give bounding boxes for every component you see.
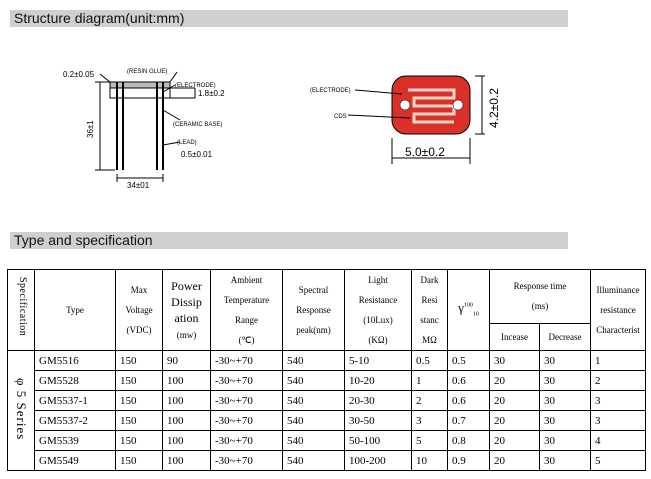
cell-spectral: 540 — [283, 411, 345, 431]
cell-spectral: 540 — [283, 351, 345, 371]
cell-dark-resistance: 5 — [412, 431, 448, 451]
cell-light-resistance: 30-50 — [345, 411, 412, 431]
hdr-dark-resistance: Dark Resi stanc MΩ — [412, 270, 448, 351]
cell-decrease: 30 — [540, 411, 591, 431]
dim-top: 0.2±0.05 — [63, 70, 95, 79]
cell-increase: 20 — [490, 451, 540, 471]
hdr-illuminance: Illuminance resistance Characterist — [591, 270, 646, 351]
cell-type: GM5516 — [35, 351, 116, 371]
ceramic-label: (CERAMIC BASE) — [173, 122, 223, 128]
cell-illuminance: 1 — [591, 351, 646, 371]
cell-power: 100 — [163, 411, 211, 431]
hdr-max-voltage: Max Voltage (VDC) — [116, 270, 163, 351]
top-view-diagram — [310, 68, 510, 178]
table-row — [8, 431, 646, 451]
hdr-type: Type — [35, 270, 116, 351]
cell-decrease: 30 — [540, 371, 591, 391]
cell-max-voltage: 150 — [116, 411, 163, 431]
cell-type: GM5528 — [35, 371, 116, 391]
cell-gamma: 0.7 — [448, 411, 490, 431]
table-row — [8, 391, 646, 411]
cell-decrease: 30 — [540, 391, 591, 411]
hdr-power: Power Dissip ation (mw) — [163, 270, 211, 351]
hdr-increase: Incease — [490, 323, 540, 350]
hdr-specification: Specification — [8, 270, 35, 351]
width-dim: 34±01 — [127, 181, 150, 190]
dim-lead: 0.5±0.01 — [181, 150, 213, 159]
cell-light-resistance: 100-200 — [345, 451, 412, 471]
cell-gamma: 0.8 — [448, 431, 490, 451]
spec-table — [7, 269, 646, 471]
type-spec-title: Type and specification — [10, 232, 568, 249]
cell-type: GM5549 — [35, 451, 116, 471]
electrode-label: (ELECTRODE) — [175, 83, 216, 89]
cell-decrease: 30 — [540, 451, 591, 471]
table-row — [8, 351, 646, 371]
cell-max-voltage: 150 — [116, 451, 163, 471]
cell-light-resistance: 5-10 — [345, 351, 412, 371]
cell-increase: 30 — [490, 351, 540, 371]
cell-power: 100 — [163, 371, 211, 391]
cell-increase: 20 — [490, 391, 540, 411]
hdr-spectral: Spectral Response peak(nm) — [283, 270, 345, 351]
cell-increase: 20 — [490, 411, 540, 431]
terminal-right — [453, 100, 463, 110]
cell-power: 100 — [163, 431, 211, 451]
hdr-decrease: Decrease — [540, 323, 591, 350]
table-row — [8, 451, 646, 471]
side-view-diagram — [55, 60, 255, 190]
cell-illuminance: 4 — [591, 431, 646, 451]
right-height-dim: 4.2±0.2 — [487, 88, 501, 128]
cell-power: 90 — [163, 351, 211, 371]
cell-gamma: 0.6 — [448, 391, 490, 411]
cell-light-resistance: 20-30 — [345, 391, 412, 411]
height-dim: 36±1 — [86, 120, 95, 138]
resin-label: (RESIN GLUE) — [127, 69, 168, 75]
cell-increase: 20 — [490, 431, 540, 451]
cell-gamma: 0.5 — [448, 351, 490, 371]
structure-diagram-title: Structure diagram(unit:mm) — [10, 10, 568, 27]
series-label: φ 5 Series — [8, 351, 35, 471]
table-row — [8, 371, 646, 391]
cell-spectral: 540 — [283, 431, 345, 451]
cell-decrease: 30 — [540, 431, 591, 451]
header-row — [8, 270, 646, 324]
cds-label: CDS — [334, 114, 347, 120]
hdr-light-resistance: Light Resistance (10Lux) (KΩ) — [345, 270, 412, 351]
cell-ambient: -30~+70 — [211, 451, 283, 471]
cell-ambient: -30~+70 — [211, 391, 283, 411]
cell-dark-resistance: 3 — [412, 411, 448, 431]
cell-gamma: 0.6 — [448, 371, 490, 391]
cell-spectral: 540 — [283, 371, 345, 391]
right-width-dim: 5.0±0.2 — [405, 145, 445, 159]
cell-ambient: -30~+70 — [211, 371, 283, 391]
cell-type: GM5537-1 — [35, 391, 116, 411]
cell-type: GM5537-2 — [35, 411, 116, 431]
cell-illuminance: 5 — [591, 451, 646, 471]
cell-type: GM5539 — [35, 431, 116, 451]
hdr-ambient: Ambient Temperature Range (℃) — [211, 270, 283, 351]
cell-dark-resistance: 0.5 — [412, 351, 448, 371]
cell-ambient: -30~+70 — [211, 351, 283, 371]
table-row — [8, 411, 646, 431]
cell-increase: 20 — [490, 371, 540, 391]
spec-body — [8, 351, 646, 471]
resin-layer — [110, 82, 170, 88]
cell-dark-resistance: 10 — [412, 451, 448, 471]
cell-light-resistance: 10-20 — [345, 371, 412, 391]
cell-dark-resistance: 2 — [412, 391, 448, 411]
cell-illuminance: 3 — [591, 391, 646, 411]
cell-light-resistance: 50-100 — [345, 431, 412, 451]
cell-power: 100 — [163, 451, 211, 471]
lead-label: (LEAD) — [177, 140, 197, 146]
ceramic-base — [110, 88, 170, 98]
cell-max-voltage: 150 — [116, 371, 163, 391]
cell-dark-resistance: 1 — [412, 371, 448, 391]
terminal-left — [400, 100, 410, 110]
dim-electrode: 1.8±0.2 — [198, 89, 225, 98]
cell-illuminance: 3 — [591, 411, 646, 431]
cell-max-voltage: 150 — [116, 351, 163, 371]
cell-spectral: 540 — [283, 451, 345, 471]
cell-max-voltage: 150 — [116, 431, 163, 451]
cell-gamma: 0.9 — [448, 451, 490, 471]
hdr-gamma: $\gamma^{100}_{10}$ — [448, 270, 490, 351]
cell-decrease: 30 — [540, 351, 591, 371]
cell-illuminance: 2 — [591, 371, 646, 391]
cell-ambient: -30~+70 — [211, 431, 283, 451]
cell-max-voltage: 150 — [116, 391, 163, 411]
hdr-response-time: Response time (ms) — [490, 270, 591, 324]
cell-power: 100 — [163, 391, 211, 411]
cell-spectral: 540 — [283, 391, 345, 411]
right-electrode-label: (ELECTRODE) — [310, 88, 351, 94]
cell-ambient: -30~+70 — [211, 411, 283, 431]
